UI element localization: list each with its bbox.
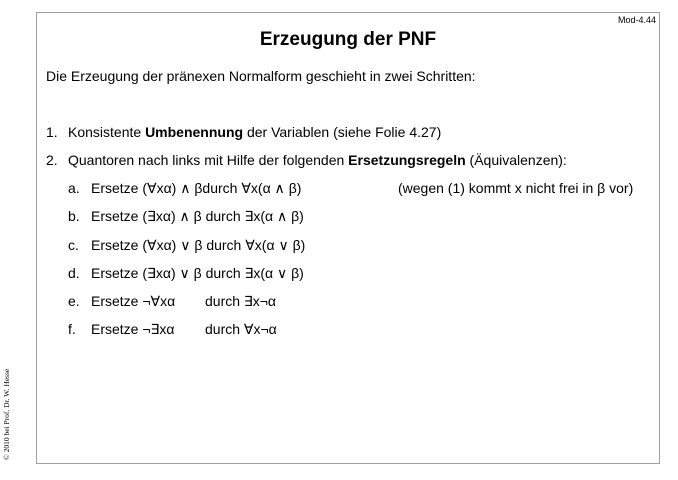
rule-a [68,180,301,197]
rule-text: Ersetze (∃xα) ∨ β durch ∃x(α ∨ β) [91,265,304,281]
step-text-prefix: Quantoren nach links mit Hilfe der folgenden [68,152,349,168]
rule-text: Ersetze (∃xα) ∧ β durch ∃x(α ∧ β) [91,208,304,224]
rule-f [68,321,277,338]
step-2 [46,152,567,168]
rule-letter: c. [68,237,79,253]
rule-rhs: durch ∀x¬α [205,321,277,337]
page-title: Erzeugung der PNF [259,29,437,50]
rule-note: (wegen (1) kommt x nicht frei in β vor) [398,180,634,196]
step-text-suffix: (Äquivalenzen): [465,152,567,168]
rule-e [68,293,277,310]
intro-text: Die Erzeugung der pränexen Normalform geschieht in zwei Schritten: [46,68,476,84]
rule-letter: a. [68,180,80,196]
step-text-bold: Ersetzungsregeln [348,152,466,168]
step-number: 2. [46,152,58,168]
rule-letter: e. [68,293,80,309]
rule-d [68,265,304,282]
rule-c [68,237,305,254]
rule-lhs: Ersetze ¬∃xα [91,321,175,337]
rule-text: Ersetze (∀xα) ∧ βdurch ∀x(α ∧ β) [91,180,302,196]
step-text-bold: Umbenennung [145,124,244,140]
step-number: 1. [46,124,58,140]
rule-text: Ersetze (∀xα) ∨ β durch ∀x(α ∨ β) [91,237,306,253]
rule-b [68,208,304,225]
step-text-prefix: Konsistente [68,124,146,140]
rule-letter: f. [68,321,76,337]
rule-lhs: Ersetze ¬∀xα [91,293,176,309]
step-1 [46,124,441,140]
rule-rhs: durch ∃x¬α [205,293,277,309]
rule-letter: b. [68,208,80,224]
copyright-notice: © 2010 bei Prof. Dr. W. Hesse [2,368,11,460]
slide-number: Mod-4.44 [617,15,656,25]
step-text-suffix: der Variablen (siehe Folie 4.27) [243,124,442,140]
rule-letter: d. [68,265,80,281]
